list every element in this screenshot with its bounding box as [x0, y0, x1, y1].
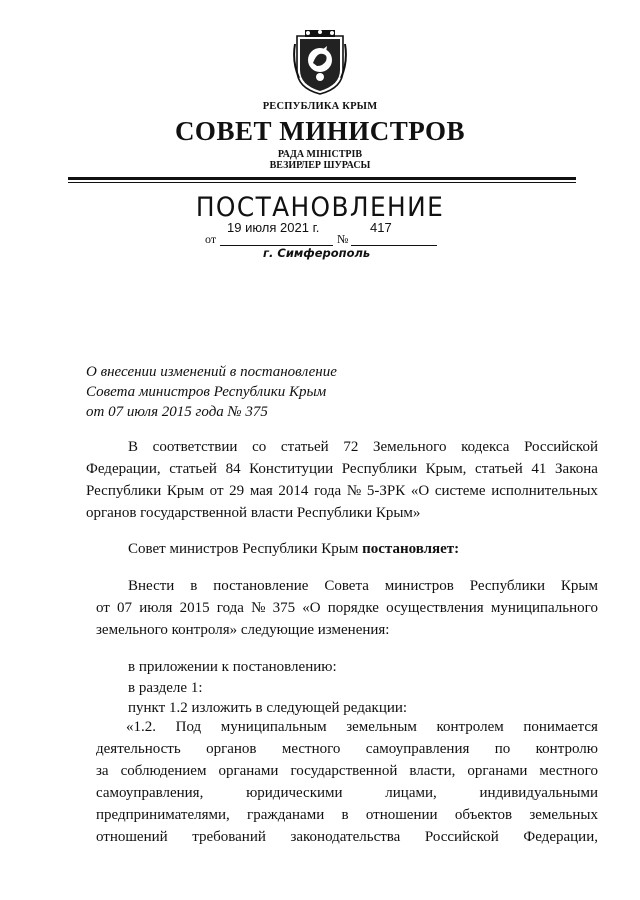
justified-line	[96, 716, 598, 738]
word: местного	[281, 741, 341, 757]
word: года	[314, 483, 342, 499]
word: Крым	[560, 578, 598, 594]
word: мая	[249, 483, 273, 499]
word: «1.2.	[126, 719, 156, 735]
word: №	[251, 600, 266, 616]
word: гражданами	[247, 807, 325, 823]
word: понимается	[523, 719, 598, 735]
word: порядке	[327, 600, 379, 616]
word: индивидуальными	[479, 785, 598, 801]
justified-line	[86, 480, 598, 502]
subject-block	[86, 362, 406, 422]
item-section: в разделе 1:	[128, 680, 203, 696]
word: лицами,	[385, 785, 437, 801]
word: со	[252, 439, 267, 455]
word: Республики	[341, 461, 417, 477]
word: органов	[206, 741, 257, 757]
word: от	[209, 483, 224, 499]
city: г. Симферополь	[263, 246, 371, 260]
word: государственной	[290, 763, 398, 779]
word: «О	[302, 600, 321, 616]
word: Республики	[469, 578, 545, 594]
subject-line: О внесении изменений в постановление	[86, 364, 337, 380]
word: органами	[467, 763, 528, 779]
word: земельным	[346, 719, 417, 735]
word: Совета	[324, 578, 369, 594]
paragraph-resolves	[128, 538, 459, 560]
word: по	[494, 741, 511, 757]
council-name-crimean-tatar: ВЕЗИРЛЕР ШУРАСЫ	[269, 160, 371, 171]
word: Федерации,	[523, 829, 598, 845]
word: Под	[175, 719, 202, 735]
paragraph-amendments	[86, 575, 598, 641]
word: самоуправления	[365, 741, 470, 757]
justified-line	[86, 597, 598, 619]
word: муниципального	[490, 600, 598, 616]
word: Закона	[555, 461, 598, 477]
paragraph-clause-text	[96, 716, 598, 848]
justified-line	[86, 436, 598, 458]
date-label: от	[205, 232, 217, 246]
resolution-date: 19 июля 2021 г.	[227, 220, 320, 235]
word: требований	[192, 829, 266, 845]
header-rule-thick	[68, 177, 576, 180]
word: Земельного	[372, 439, 447, 455]
word: В	[128, 439, 139, 455]
word: осуществления	[386, 600, 484, 616]
date-number-row	[205, 220, 445, 246]
republic-name: РЕСПУБЛИКА КРЫМ	[262, 101, 378, 112]
word: отношений	[96, 829, 168, 845]
word: юридическими	[246, 785, 343, 801]
document-type-title: ПОСТАНОВЛЕНИЕ	[195, 192, 445, 223]
word: исполнительных	[491, 483, 598, 499]
word: 375	[272, 600, 296, 616]
resolves-keyword: постановляет:	[362, 541, 460, 557]
word: объектов	[454, 807, 513, 823]
justified-line	[96, 738, 598, 760]
council-name-ukrainian: РАДА МІНІСТРІВ	[277, 149, 363, 160]
word: самоуправления,	[96, 785, 204, 801]
word: Конституции	[249, 461, 334, 477]
word: предпринимателями,	[96, 807, 230, 823]
word: системе	[434, 483, 486, 499]
word: земельных	[529, 807, 598, 823]
word: власти,	[409, 763, 456, 779]
word: министров	[384, 578, 454, 594]
item-annex: в приложении к постановлению:	[128, 659, 337, 675]
word: 41	[531, 461, 547, 477]
justified-line	[96, 782, 598, 804]
word: муниципальным	[220, 719, 327, 735]
word: отношении	[365, 807, 438, 823]
word: Российской	[424, 829, 499, 845]
justified-line	[96, 804, 598, 826]
word: №	[346, 483, 362, 499]
word: контролем	[436, 719, 504, 735]
word: за	[96, 763, 109, 779]
word: статьей	[475, 461, 523, 477]
word: статьей	[169, 461, 217, 477]
word: июля	[139, 600, 173, 616]
resolution-number: 417	[370, 220, 392, 235]
subject-line: Совета министров Республики Крым	[86, 384, 327, 400]
paragraph-line: земельного контроля» следующие изменения:	[96, 622, 390, 638]
word: 84	[225, 461, 241, 477]
word: 2015	[179, 600, 210, 616]
word: Крым,	[425, 461, 467, 477]
paragraph-line: органов государственной власти Республики Крым»	[86, 505, 421, 521]
header-rule-thin	[68, 182, 576, 183]
number-label: №	[337, 232, 349, 246]
justified-line	[86, 458, 598, 480]
item-clause: пункт 1.2 изложить в следующей редакции:	[128, 700, 408, 716]
word: контролю	[535, 741, 598, 757]
crimea-coat-of-arms-icon	[293, 30, 347, 96]
word: органами	[218, 763, 279, 779]
subject-line: от 07 июля 2015 года № 375	[86, 404, 268, 420]
word: «О	[410, 483, 430, 499]
word: Российской	[524, 439, 598, 455]
word: Федерации,	[86, 461, 161, 477]
justified-line	[96, 760, 598, 782]
council-name: СОВЕТ МИНИСТРОВ	[174, 116, 466, 146]
word: соответствии	[152, 439, 238, 455]
word: 07	[117, 600, 133, 616]
word: в	[341, 807, 349, 823]
word: 29	[229, 483, 245, 499]
justified-line	[86, 575, 598, 597]
word: в	[190, 578, 198, 594]
word: 5-ЗРК	[366, 483, 406, 499]
paragraph-legal-basis	[86, 436, 598, 524]
word: соблюдением	[120, 763, 207, 779]
word: законодательства	[290, 829, 401, 845]
word: постановление	[213, 578, 309, 594]
word: года	[216, 600, 244, 616]
word: кодекса	[461, 439, 510, 455]
word: от	[96, 600, 110, 616]
word: Крым	[166, 483, 204, 499]
word: 72	[343, 439, 359, 455]
word: Внести	[128, 578, 175, 594]
justified-line	[96, 826, 598, 848]
word: местного	[539, 763, 598, 779]
word: 2014	[278, 483, 309, 499]
word: деятельность	[96, 741, 181, 757]
resolves-text: Совет министров Республики Крым	[128, 541, 363, 557]
word: статьей	[280, 439, 329, 455]
word: Республики	[86, 483, 162, 499]
